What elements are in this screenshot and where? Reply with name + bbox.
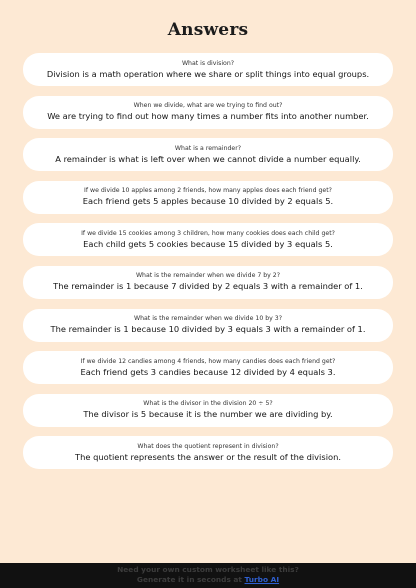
answer-text: The remainder is 1 because 7 divided by 2 equals 3 with a remainder of 1. — [53, 281, 363, 292]
answer-text: Division is a math operation where we share or split things into equal groups. — [46, 68, 370, 79]
promo-footer — [0, 563, 416, 588]
answer-card — [23, 181, 393, 214]
question-text: What is division? — [181, 59, 235, 67]
answer-card — [23, 138, 393, 171]
answer-text: Each child gets 5 cookies because 15 divided by 3 equals 5. — [83, 238, 333, 249]
answer-card — [23, 351, 393, 384]
question-text: If we divide 12 candies among 4 friends, how many candies does each friend get? — [80, 357, 336, 365]
question-text: What is the remainder when we divide 10 by 3? — [133, 315, 283, 323]
question-text: If we divide 10 apples among 2 friends, how many apples does each friend get? — [84, 187, 332, 195]
page-title: Answers — [167, 20, 249, 40]
answer-text: The quotient represents the answer or the result of the division. — [75, 451, 341, 462]
answer-card — [23, 436, 393, 469]
question-text: What is the remainder when we divide 7 by 2? — [135, 272, 281, 280]
answer-list — [23, 53, 393, 479]
question-text: What is the divisor in the division 20 ÷ 5? — [143, 400, 273, 408]
answer-card — [23, 223, 393, 256]
answer-text: Each friend gets 3 candies because 12 divided by 4 equals 3. — [80, 366, 336, 377]
footer-prefix: Generate it in seconds at — [136, 575, 245, 584]
question-text: When we divide, what are we trying to find out? — [133, 102, 283, 110]
answer-card — [23, 96, 393, 129]
answer-card — [23, 266, 393, 299]
question-text: What does the quotient represent in division? — [137, 442, 279, 450]
footer-link[interactable]: Turbo AI — [244, 575, 280, 584]
answer-card — [23, 53, 393, 86]
question-text: What is a remainder? — [174, 144, 242, 152]
answer-text: The remainder is 1 because 10 divided by 3 equals 3 with a remainder of 1. — [50, 324, 366, 335]
question-text: If we divide 15 cookies among 3 children, how many cookies does each child get? — [81, 229, 335, 237]
footer-line-1: Need your own custom worksheet like this? — [117, 565, 299, 574]
answer-text: Each friend gets 5 apples because 10 divided by 2 equals 5. — [82, 196, 334, 207]
answer-card — [23, 309, 393, 342]
answer-text: A remainder is what is left over when we cannot divide a number equally. — [55, 153, 361, 164]
answer-card — [23, 394, 393, 427]
answer-text: The divisor is 5 because it is the number we are dividing by. — [83, 409, 333, 420]
answer-text: We are trying to find out how many times a number fits into another number. — [47, 111, 369, 122]
footer-line-2 — [0, 575, 416, 585]
